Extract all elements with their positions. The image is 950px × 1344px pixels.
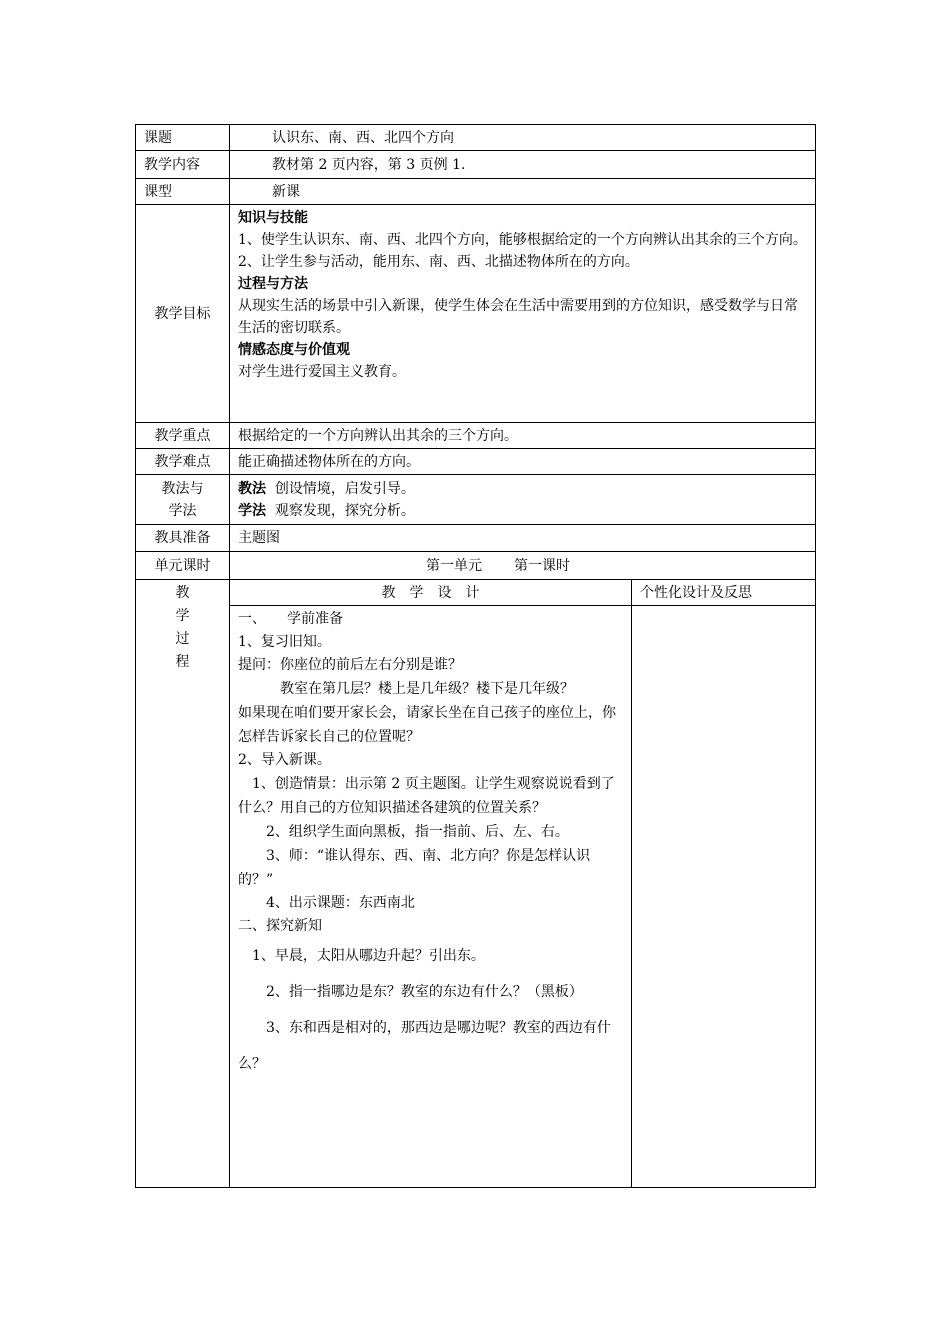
row-unit	[136, 552, 816, 580]
reflection-header: 个性化设计及反思	[632, 580, 816, 606]
key-label: 教学重点	[136, 423, 230, 449]
learn-method-value: 观察发现，探究分析。	[274, 502, 415, 519]
design-line: 如果现在咱们要开家长会，请家长坐在自己孩子的座位上，你怎样告诉家长自己的位置呢？	[238, 705, 616, 745]
design-line: 2、组织学生面向黑板，指一指前、后、左、右。	[238, 824, 569, 840]
unit-value	[230, 552, 816, 580]
difficulty-label: 教学难点	[136, 449, 230, 475]
objective-heading-process: 过程与方法	[238, 276, 308, 292]
key-value: 根据给定的一个方向辨认出其余的三个方向。	[230, 423, 816, 449]
design-line: 提问：你座位的前后左右分别是谁？	[238, 657, 462, 673]
topic-value: 认识东、南、西、北四个方向	[230, 125, 816, 151]
objective-text: 对学生进行爱国主义教育。	[238, 364, 406, 380]
row-process-header	[136, 580, 816, 606]
method-label-line: 学法	[168, 502, 197, 519]
design-line: 教室在第几层？楼上是几年级？楼下是几年级？	[238, 681, 574, 697]
row-difficulty	[136, 449, 816, 475]
objective-heading-knowledge: 知识与技能	[238, 210, 308, 226]
lesson-plan-table	[135, 124, 816, 1188]
process-label-char: 程	[175, 654, 190, 670]
learn-method-key: 学法	[238, 502, 266, 519]
reflection-content	[632, 606, 816, 1188]
process-label-char: 学	[175, 608, 190, 624]
unit-name: 第一单元	[426, 557, 482, 574]
row-key	[136, 423, 816, 449]
row-process-body	[136, 606, 816, 1188]
row-content	[136, 151, 816, 179]
design-line: 1、复习旧知。	[238, 634, 331, 650]
topic-label: 课题	[136, 125, 230, 151]
row-topic	[136, 125, 816, 151]
learn-method	[238, 500, 807, 522]
objective-text: 1、使学生认识东、南、西、北四个方向，能够根据给定的一个方向辨认出其余的三个方向。	[238, 232, 807, 248]
row-objectives	[136, 205, 816, 423]
row-tools	[136, 525, 816, 552]
objective-text: 从现实生活的场景中引入新课，使学生体会在生活中需要用到的方位知识，感受数学与日常生活的密切联系。	[238, 298, 798, 336]
design-line: 二、探究新知	[238, 918, 322, 934]
design-line: 3、师：“谁认得东、西、南、北方向？你是怎样认识的？”	[238, 848, 591, 888]
design-content	[230, 606, 632, 1188]
row-type	[136, 179, 816, 205]
lesson-period: 第一课时	[514, 557, 570, 574]
method-value	[230, 475, 816, 525]
design-line: 1、创造情景：出示第 2 页主题图。让学生观察说说看到了什么？用自己的方位知识描述各建筑的位置关系？	[238, 776, 615, 816]
method-label	[136, 475, 230, 525]
method-label-line: 教法与	[161, 480, 204, 497]
process-label-char: 过	[175, 631, 190, 647]
design-line: 1、早晨，太阳从哪边升起？引出东。	[238, 948, 485, 964]
process-label-char: 教	[175, 585, 190, 601]
process-label	[136, 580, 230, 1188]
content-label: 教学内容	[136, 151, 230, 179]
type-label: 课型	[136, 179, 230, 205]
objectives-label: 教学目标	[136, 205, 230, 423]
objective-heading-attitude: 情感态度与价值观	[238, 342, 350, 358]
teach-method-key: 教法	[238, 480, 266, 497]
objectives-content	[230, 205, 816, 423]
design-line: 3、东和西是相对的，那西边是哪边呢？教室的西边有什么？	[238, 1020, 611, 1072]
design-line: 2、导入新课。	[238, 752, 331, 768]
difficulty-value: 能正确描述物体所在的方向。	[230, 449, 816, 475]
type-value: 新课	[230, 179, 816, 205]
design-line: 4、出示课题：东西南北	[238, 895, 415, 911]
teach-method-value: 创设情境，启发引导。	[274, 480, 415, 497]
tools-label: 教具准备	[136, 525, 230, 552]
objective-text: 2、让学生参与活动，能用东、南、西、北描述物体所在的方向。	[238, 254, 639, 270]
unit-label: 单元课时	[136, 552, 230, 580]
design-header: 教 学 设 计	[230, 580, 632, 606]
design-line: 一、 学前准备	[238, 611, 343, 627]
row-method	[136, 475, 816, 525]
design-line: 2、指一指哪边是东？教室的东边有什么？（黑板）	[238, 984, 583, 1000]
teach-method	[238, 478, 807, 500]
content-value: 教材第 2 页内容，第 3 页例 1.	[230, 151, 816, 179]
tools-value: 主题图	[230, 525, 816, 552]
